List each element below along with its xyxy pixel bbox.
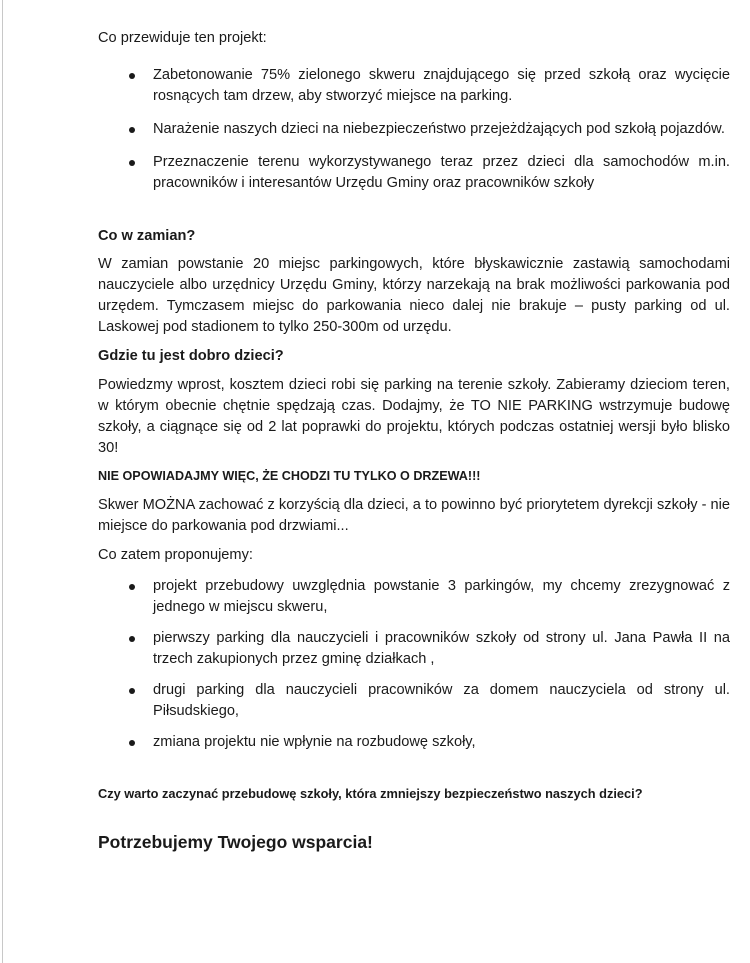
list-item — [98, 152, 730, 194]
heading-dobro-dzieci: Gdzie tu jest dobro dzieci? — [98, 348, 284, 364]
list-item — [98, 732, 730, 753]
paragraph-dobro-dzieci: Powiedzmy wprost, kosztem dzieci robi się parking na terenie szkoły. Zabieramy dzieciom teren, w którym obecnie chętnie spędzają czas. Dodajmy, że TO NIE PARKING wstrzymuje budowę szkoły, a ciągnące się od 2 lat poprawki do projektu, których podczas ostatniej wersji było blisko 30! — [98, 377, 730, 456]
list-item — [98, 65, 730, 107]
list-item-text: drugi parking dla nauczycieli pracowników za domem nauczyciela od strony ul. Piłsudskiego, — [153, 682, 730, 719]
bullet-icon — [129, 636, 135, 642]
bullet-icon — [129, 740, 135, 746]
list-item — [98, 628, 730, 670]
paragraph-co-w-zamian: W zamian powstanie 20 miejsc parkingowych, które błyskawicznie zastawią samochodami nauczyciele albo urzędnicy Urzędu Gminy, którzy narzekają na brak możliwości parkowania pod urzędem. Tymczasem miejsc do parkowania nieco dalej nie brakuje – pusty parking od ul. Laskowej pod stadionem to tylko 250-300m od urzędu. — [98, 256, 730, 335]
list-item-text: Narażenie naszych dzieci na niebezpieczeństwo przejeżdżających pod szkołą pojazdów. — [153, 121, 725, 137]
proposals-list — [98, 576, 730, 753]
list-item-text: pierwszy parking dla nauczycieli i pracowników szkoły od strony ul. Jana Pawła II na trzech zakupionych przez gminę działkach , — [153, 630, 730, 667]
list-item-text: Zabetonowanie 75% zielonego skweru znajdującego się przed szkołą oraz wycięcie rosnących tam drzew, aby stworzyć miejsce na parking. — [153, 67, 730, 104]
bullet-icon — [129, 688, 135, 694]
closing-statement: Potrzebujemy Twojego wsparcia! — [98, 832, 373, 852]
list-item-text: Przeznaczenie terenu wykorzystywanego teraz przez dzieci dla samochodów m.in. pracowników i interesantów Urzędu Gminy oraz pracowników szkoły — [153, 154, 730, 191]
list-item — [98, 576, 730, 618]
projekt-intro: Co przewiduje ten projekt: — [98, 30, 267, 46]
list-item — [98, 119, 730, 140]
closing-question: Czy warto zaczynać przebudowę szkoły, która zmniejszy bezpieczeństwo naszych dzieci? — [98, 786, 643, 801]
bullet-icon — [129, 584, 135, 590]
list-item — [98, 680, 730, 722]
bullet-icon — [129, 160, 135, 166]
caps-statement: NIE OPOWIADAJMY WIĘC, ŻE CHODZI TU TYLKO O DRZEWA!!! — [98, 469, 481, 483]
bullet-icon — [129, 73, 135, 79]
document-body — [98, 28, 730, 853]
paragraph-skwer: Skwer MOŻNA zachować z korzyścią dla dzieci, a to powinno być priorytetem dyrekcji szkoły - nie miejsce do parkowania pod drzwiami... — [98, 497, 730, 534]
heading-co-w-zamian: Co w zamian? — [98, 228, 196, 244]
list-item-text: projekt przebudowy uwzględnia powstanie 3 parkingów, my chcemy zrezygnować z jednego w miejscu skweru, — [153, 578, 730, 615]
bullet-icon — [129, 127, 135, 133]
proposals-intro: Co zatem proponujemy: — [98, 547, 253, 563]
list-item-text: zmiana projektu nie wpłynie na rozbudowę szkoły, — [153, 734, 476, 750]
projekt-list — [98, 65, 730, 194]
page-edge — [2, 0, 3, 963]
